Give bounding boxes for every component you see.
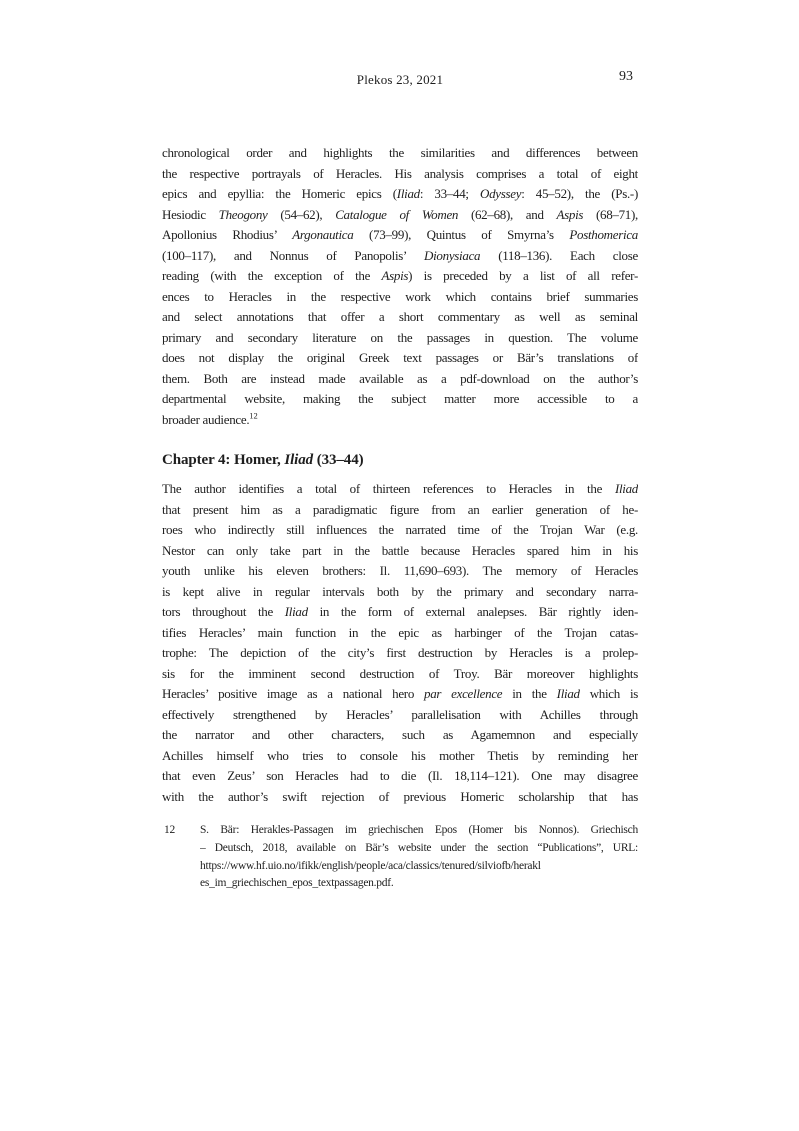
text-line xyxy=(162,287,638,308)
text-run: Argonautica xyxy=(292,227,354,242)
text-run: Nestor can only take part in the battle because Heracles spared him in his xyxy=(162,542,638,558)
footnote-text xyxy=(200,822,638,893)
text-run: Heracles’ positive image as a national hero xyxy=(162,686,425,701)
text-run: broader audience. xyxy=(162,411,250,427)
text-run: them. Both are instead made available as a pdf-download on the author’s xyxy=(162,370,638,386)
text-run: Posthomerica xyxy=(569,227,638,242)
text-run: Theogony xyxy=(218,206,268,222)
text-run: (54–62), xyxy=(267,206,336,222)
text-run: primary and secondary literature on the passages in question. The volume xyxy=(162,329,638,345)
text-run: Aspis xyxy=(556,206,584,222)
text-run: the respective portrayals of Heracles. His analysis comprises a total of eight xyxy=(162,165,638,181)
text-line xyxy=(162,369,638,390)
text-line xyxy=(162,205,638,226)
text-run: is kept alive in regular intervals both by the primary and secondary narra- xyxy=(162,583,638,599)
text-line xyxy=(162,766,638,787)
text-line xyxy=(162,143,638,164)
text-run: with the author’s swift rejection of previous Homeric scholarship that has xyxy=(162,788,638,804)
text-line xyxy=(162,389,638,410)
text-run: Aspis xyxy=(381,268,409,283)
text-run: Hesiodic xyxy=(162,206,219,222)
text-run: ) is preceded by a list of all refer- xyxy=(408,268,638,283)
text-line xyxy=(162,787,638,808)
text-line xyxy=(162,684,638,705)
text-run: (33–44) xyxy=(313,452,364,468)
text-line xyxy=(162,184,638,205)
text-run: departmental website, making the subject matter more accessible to a xyxy=(162,391,638,406)
text-run: (68–71), xyxy=(583,206,638,222)
text-run: es_im_griechischen_epos_textpassagen.pdf. xyxy=(200,877,394,890)
paragraph-continuation xyxy=(162,143,638,430)
text-run: epics and epyllia: the Homeric epics ( xyxy=(162,186,397,201)
text-run: (118–136). Each close xyxy=(480,247,638,263)
text-line xyxy=(162,348,638,369)
text-run: which is xyxy=(579,686,638,701)
text-line xyxy=(162,541,638,562)
text-run: chronological order and highlights the similarities and differences between xyxy=(162,145,638,160)
footnote xyxy=(162,822,638,893)
text-run: (100–117), and Nonnus of Panopolis’ xyxy=(162,247,425,263)
text-run: that even Zeus’ son Heracles had to die (Il. 18,114–121). One may disagree xyxy=(162,768,638,783)
text-line xyxy=(162,561,638,582)
text-run: Chapter 4: Homer, xyxy=(162,452,285,468)
text-run: Iliad xyxy=(556,686,580,701)
text-run: effectively strengthened by Heracles’ parallelisation with Achilles through xyxy=(162,706,638,722)
text-run: S. Bär: Herakles-Passagen im griechischen Epos (Homer bis Nonnos). Griechisch xyxy=(200,824,638,836)
text-line xyxy=(200,822,638,840)
text-run: Iliad xyxy=(396,186,420,201)
text-run: (73–99), Quintus of Smyrna’s xyxy=(353,227,570,242)
text-line xyxy=(162,705,638,726)
text-run: youth unlike his eleven brothers: Il. 11,690–693). The memory of Heracles xyxy=(162,563,638,578)
text-line xyxy=(162,266,638,287)
text-run: Catalogue of Women xyxy=(335,206,459,222)
text-run: that present him as a paradigmatic figure from an earlier generation of he- xyxy=(162,501,638,517)
text-run: – Deutsch, 2018, available on Bär’s website under the section “Publications”, URL: xyxy=(200,841,638,854)
text-run: Odyssey xyxy=(480,186,522,201)
text-line xyxy=(162,664,638,685)
text-line xyxy=(162,746,638,767)
text-run: does not display the original Greek text passages or Bär’s translations of xyxy=(162,350,638,365)
text-run: https://www.hf.uio.no/ifikk/english/people/aca/classics/tenured/silviofb/herakl xyxy=(200,859,541,872)
text-run: in the xyxy=(502,686,557,701)
text-line xyxy=(162,164,638,185)
text-run: (62–68), and xyxy=(458,206,557,222)
text-line xyxy=(162,479,638,500)
text-run: reading (with the exception of the xyxy=(162,268,382,283)
text-run: in the form of external analepses. Bär rightly iden- xyxy=(307,604,638,619)
text-line xyxy=(162,328,638,349)
text-run: Iliad xyxy=(284,604,308,619)
text-line xyxy=(162,623,638,644)
text-line xyxy=(162,520,638,541)
journal-title: Plekos 23, 2021 xyxy=(356,72,444,87)
paragraph-chapter4 xyxy=(162,479,638,807)
text-line xyxy=(162,307,638,328)
text-run: tifies Heracles’ main function in the epic as harbinger of the Trojan catas- xyxy=(162,624,638,640)
text-run: Iliad xyxy=(614,481,638,496)
text-line xyxy=(200,840,638,858)
page-header xyxy=(162,69,638,90)
text-line xyxy=(162,246,638,267)
text-line xyxy=(162,602,638,623)
text-run: : 33–44; xyxy=(419,186,480,201)
text-run: Dionysiaca xyxy=(424,247,481,263)
chapter-heading xyxy=(162,449,638,471)
text-run: the narrator and other characters, such as Agamemnon and especially xyxy=(162,727,638,742)
text-run: : 45–52), the (Ps.-) xyxy=(521,186,638,201)
text-line xyxy=(200,875,638,893)
text-run: trophe: The depiction of the city’s first destruction by Heracles is a prolep- xyxy=(162,645,638,660)
text-line xyxy=(162,410,638,431)
text-run: Apollonius Rhodius’ xyxy=(162,227,293,242)
text-line xyxy=(200,858,638,876)
text-line xyxy=(162,225,638,246)
footnote-ref: 12 xyxy=(249,410,258,421)
text-run: tors throughout the xyxy=(162,604,285,619)
text-run: and select annotations that offer a short commentary as well as seminal xyxy=(162,309,638,324)
text-run: ences to Heracles in the respective work which contains brief summaries xyxy=(162,288,638,304)
text-run: par excellence xyxy=(424,686,503,701)
text-line xyxy=(162,582,638,603)
text-run: Achilles himself who tries to console his mother Thetis by reminding her xyxy=(162,747,638,763)
text-line xyxy=(162,725,638,746)
text-run: Iliad xyxy=(284,452,314,468)
text-line xyxy=(162,643,638,664)
page-number: 93 xyxy=(619,69,633,84)
text-run: roes who indirectly still influences the narrated time of the Trojan War (e.g. xyxy=(162,522,638,537)
text-run: sis for the imminent second destruction of Troy. Bär moreover highlights xyxy=(162,665,638,681)
text-line xyxy=(162,500,638,521)
text-run: The author identifies a total of thirteen references to Heracles in the xyxy=(162,481,615,496)
footnote-number: 12 xyxy=(164,824,175,836)
